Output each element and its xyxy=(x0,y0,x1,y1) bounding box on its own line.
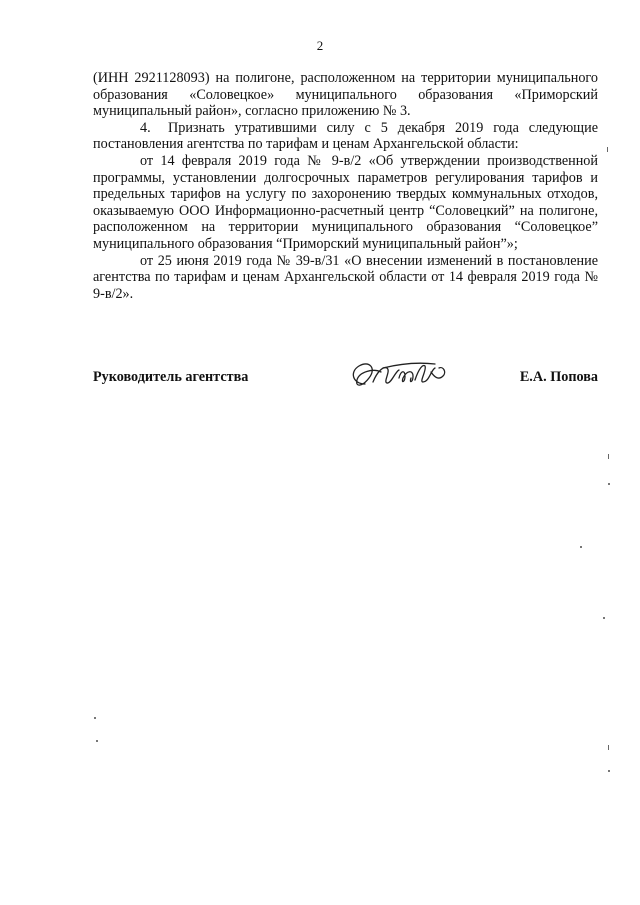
scan-artifact xyxy=(94,717,96,719)
scan-artifact xyxy=(608,745,609,750)
item-4-text: Признать утратившими силу с 5 декабря 2019 года следующие постановления агентства по тарифам и ценам Архангельской области: xyxy=(93,119,598,153)
paragraph-repealed-act-1: от 14 февраля 2019 года № 9-в/2 «Об утверждении производственной программы, установлении долгосрочных параметров регулирования тарифов и предельных тарифов на услугу по захоронению твердых коммунальных отходов, оказываемую ООО Информационно-расчетный центр “Соловецкий” на полигоне, расположенном на территории муниципального образования “Соловецкое” муниципального образования “Приморский муниципальный район”»; xyxy=(93,152,598,252)
scan-artifact xyxy=(96,740,98,742)
paragraph-repealed-act-2: от 25 июня 2019 года № 39-в/31 «О внесении изменений в постановление агентства по тарифам и ценам Архангельской области от 14 февраля 2019 года № 9-в/2». xyxy=(93,252,598,302)
scan-artifact xyxy=(607,147,608,152)
scan-artifact xyxy=(603,617,605,619)
signature-block xyxy=(93,358,598,398)
signatory-title: Руководитель агентства xyxy=(93,369,249,385)
page-number: 2 xyxy=(316,38,324,53)
scan-artifact xyxy=(580,546,582,548)
paragraph-item-4 xyxy=(93,120,598,153)
scan-artifact xyxy=(608,454,609,459)
paragraph-continuation: (ИНН 2921128093) на полигоне, расположенном на территории муниципального образования «Соловецкое» муниципального образования «Приморский муниципальный район», согласно приложению № 3. xyxy=(93,70,598,120)
handwritten-signature xyxy=(343,358,455,396)
scan-artifact xyxy=(608,770,610,772)
signatory-name: Е.А. Попова xyxy=(519,369,598,385)
document-body xyxy=(93,70,598,302)
item-number: 4. xyxy=(140,119,151,136)
scan-artifact xyxy=(608,483,610,485)
